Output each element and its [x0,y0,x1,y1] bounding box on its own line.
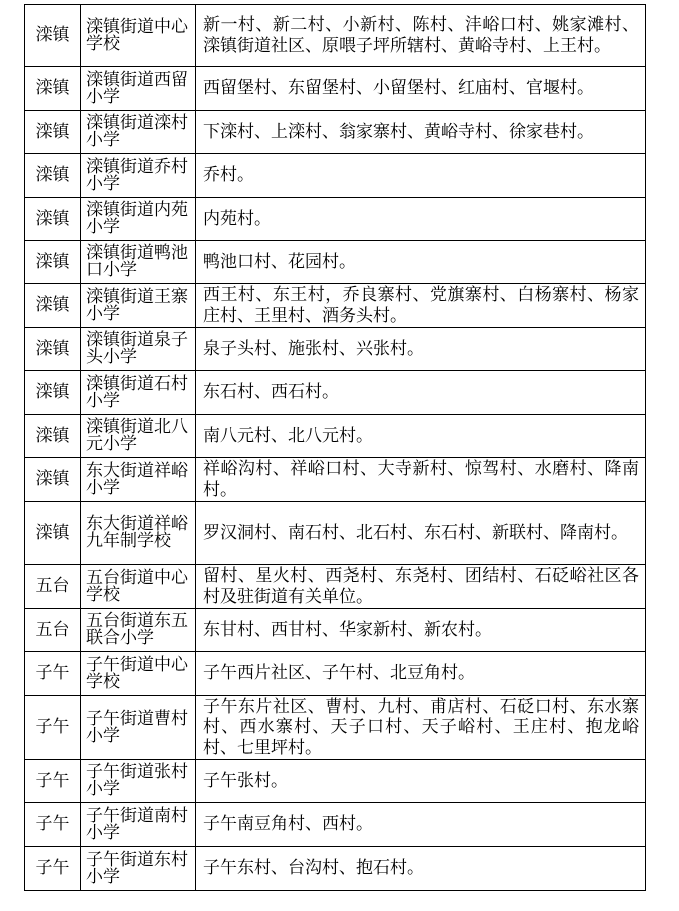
villages-cell: 下滦村、上滦村、翁家寨村、黄峪寺村、徐家巷村。 [196,111,646,154]
town-cell: 滦镇 [25,502,81,565]
table-row [25,415,646,458]
school-cell: 滦镇街道西留小学 [81,67,196,111]
table-row [25,847,646,891]
villages-cell: 西留堡村、东留堡村、小留堡村、红庙村、官堰村。 [196,67,646,111]
villages-cell: 东甘村、西甘村、华家新村、新农村。 [196,609,646,652]
town-cell: 滦镇 [25,241,81,284]
table-row [25,609,646,652]
table-row [25,760,646,803]
town-cell: 五台 [25,565,81,609]
villages-cell: 南八元村、北八元村。 [196,415,646,458]
table-row [25,67,646,111]
school-cell: 滦镇街道王寨小学 [81,284,196,328]
villages-cell: 祥峪沟村、祥峪口村、大寺新村、惊驾村、水磨村、降南村。 [196,458,646,502]
town-cell: 子午 [25,696,81,760]
villages-cell: 新一村、新二村、小新村、陈村、沣峪口村、姚家滩村、滦镇街道社区、原喂子坪所辖村、黄峪寺村、上王村。 [196,5,646,67]
table-row [25,696,646,760]
town-cell: 子午 [25,652,81,696]
table-row [25,565,646,609]
villages-cell: 子午南豆角村、西村。 [196,803,646,847]
table-row [25,371,646,415]
school-cell: 子午街道张村小学 [81,760,196,803]
town-cell: 滦镇 [25,328,81,371]
villages-cell: 西王村、东王村，乔良寨村、党旗寨村、白杨寨村、杨家庄村、王里村、酒务头村。 [196,284,646,328]
town-cell: 滦镇 [25,67,81,111]
school-cell: 子午街道南村小学 [81,803,196,847]
town-cell: 滦镇 [25,5,81,67]
villages-cell: 罗汉洞村、南石村、北石村、东石村、新联村、降南村。 [196,502,646,565]
town-cell: 子午 [25,803,81,847]
villages-cell: 子午西片社区、子午村、北豆角村。 [196,652,646,696]
town-cell: 滦镇 [25,154,81,198]
villages-cell: 内苑村。 [196,198,646,241]
town-cell: 五台 [25,609,81,652]
villages-cell: 泉子头村、施张村、兴张村。 [196,328,646,371]
school-cell: 东大街道祥峪小学 [81,458,196,502]
school-cell: 滦镇街道北八元小学 [81,415,196,458]
table-row [25,652,646,696]
table-row [25,241,646,284]
school-zone-table [24,4,646,891]
villages-cell: 子午张村。 [196,760,646,803]
school-cell: 滦镇街道鸭池口小学 [81,241,196,284]
school-cell: 滦镇街道泉子头小学 [81,328,196,371]
table-row [25,198,646,241]
table-row [25,5,646,67]
town-cell: 子午 [25,847,81,891]
town-cell: 滦镇 [25,415,81,458]
table-row [25,284,646,328]
villages-cell: 留村、星火村、西尧村、东尧村、团结村、石砭峪社区各村及驻街道有关单位。 [196,565,646,609]
school-cell: 五台街道东五联合小学 [81,609,196,652]
town-cell: 子午 [25,760,81,803]
school-cell: 五台街道中心学校 [81,565,196,609]
town-cell: 滦镇 [25,198,81,241]
school-cell: 滦镇街道内苑小学 [81,198,196,241]
table-row [25,458,646,502]
town-cell: 滦镇 [25,371,81,415]
villages-cell: 乔村。 [196,154,646,198]
town-cell: 滦镇 [25,284,81,328]
table-row [25,502,646,565]
table-row [25,803,646,847]
table-row [25,154,646,198]
table-row [25,111,646,154]
school-cell: 子午街道曹村小学 [81,696,196,760]
school-cell: 滦镇街道乔村小学 [81,154,196,198]
school-cell: 滦镇街道石村小学 [81,371,196,415]
villages-cell: 东石村、西石村。 [196,371,646,415]
school-cell: 滦镇街道中心学校 [81,5,196,67]
town-cell: 滦镇 [25,458,81,502]
villages-cell: 子午东村、台沟村、抱石村。 [196,847,646,891]
town-cell: 滦镇 [25,111,81,154]
school-cell: 子午街道中心学校 [81,652,196,696]
table-body [25,5,646,891]
school-cell: 滦镇街道滦村小学 [81,111,196,154]
villages-cell: 鸭池口村、花园村。 [196,241,646,284]
school-cell: 东大街道祥峪九年制学校 [81,502,196,565]
school-cell: 子午街道东村小学 [81,847,196,891]
villages-cell: 子午东片社区、曹村、九村、甫店村、石砭口村、东水寨村、西水寨村、天子口村、天子峪村、王庄村、抱龙峪村、七里坪村。 [196,696,646,760]
table-row [25,328,646,371]
